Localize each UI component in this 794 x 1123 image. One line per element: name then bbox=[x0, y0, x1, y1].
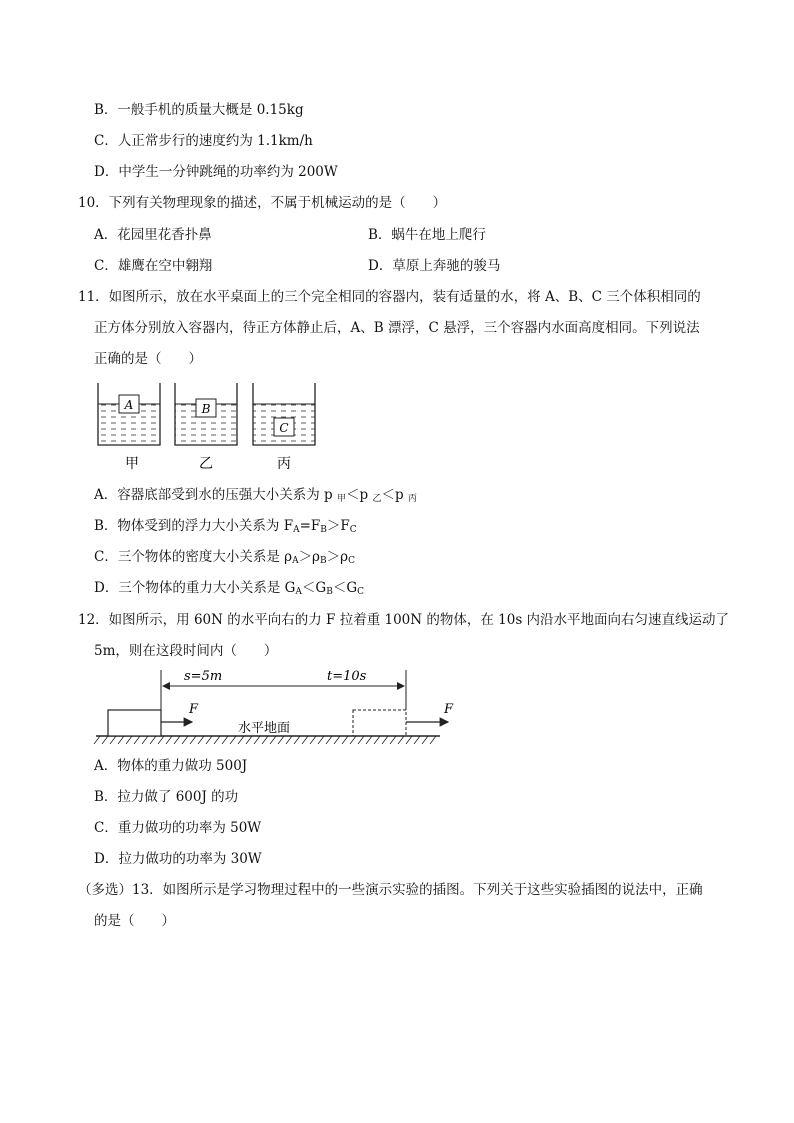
block-start bbox=[108, 710, 161, 736]
q11-option-a: A．容器底部受到水的压强大小关系为 p $_甲$＜p $_乙$＜p $_丙$ bbox=[94, 487, 417, 504]
block-a-label: A bbox=[124, 398, 134, 412]
block-end bbox=[353, 710, 406, 736]
container-jia bbox=[98, 383, 160, 472]
container-bing bbox=[253, 383, 315, 472]
ground-label: 水平地面 bbox=[238, 721, 291, 736]
q11-option-c: C．三个物体的密度大小关系是 $\rho_A>\rho_B>\rho_C$ bbox=[94, 549, 355, 566]
q11-stem-line-3: 正确的是（ ） bbox=[94, 351, 202, 367]
q11-option-d: D．三个物体的重力大小关系是 $G_A<G_B<G_C$ bbox=[94, 580, 365, 597]
q12-stem-line-2: 5m，则在这段时间内（ ） bbox=[94, 643, 278, 659]
q12-option-d: D．拉力做功的功率为 30W bbox=[94, 851, 262, 867]
q12-motion-figure bbox=[92, 666, 462, 748]
q11-option-b: B．物体受到的浮力大小关系为 $F_A=F_B>F_C$ bbox=[94, 518, 357, 535]
force-label-end: F bbox=[444, 702, 454, 717]
q11-stem-line-2: 正方体分别放入容器内，待正方体静止后，A、B 漂浮，C 悬浮，三个容器内水面高度相同。下列说法 bbox=[94, 320, 700, 336]
caption-bing: 丙 bbox=[277, 456, 291, 472]
q10-stem: 10．下列有关物理现象的描述，不属于机械运动的是（ ） bbox=[78, 195, 447, 211]
ground-hatch bbox=[94, 736, 436, 744]
time-label: t=10s bbox=[327, 669, 367, 684]
q9-option-d: D．中学生一分钟跳绳的功率约为 200W bbox=[94, 164, 338, 180]
q13-stem-line-2: 的是（ ） bbox=[94, 913, 175, 929]
q12-option-c: C．重力做功的功率为 50W bbox=[94, 820, 262, 836]
block-b-label: B bbox=[201, 402, 211, 416]
q10-option-d: D．草原上奔驰的骏马 bbox=[368, 258, 501, 274]
q10-option-a: A．花园里花香扑鼻 bbox=[94, 227, 212, 243]
caption-yi: 乙 bbox=[199, 456, 213, 472]
caption-jia: 甲 bbox=[125, 456, 139, 472]
container-yi bbox=[175, 383, 237, 472]
q13-stem-line-1: （多选）13．如图所示是学习物理过程中的一些演示实验的插图。下列关于这些实验插图的说法中，正确 bbox=[78, 882, 703, 898]
q12-option-a: A．物体的重力做功 500J bbox=[94, 758, 248, 774]
q12-stem-line-1: 12．如图所示，用 60N 的水平向右的力 F 拉着重 100N 的物体，在 10s 内沿水平地面向右匀速直线运动了 bbox=[78, 612, 730, 628]
distance-label: s=5m bbox=[184, 669, 223, 684]
q10-option-c: C．雄鹰在空中翱翔 bbox=[94, 258, 213, 274]
q10-option-b: B．蜗牛在地上爬行 bbox=[368, 227, 486, 243]
q9-option-b: B．一般手机的质量大概是 0.15kg bbox=[94, 102, 304, 118]
q11-containers-figure bbox=[90, 378, 330, 478]
q11-stem-line-1: 11．如图所示，放在水平桌面上的三个完全相同的容器内，装有适量的水，将 A、B、C 三个体积相同的 bbox=[78, 289, 701, 305]
force-label-start: F bbox=[189, 702, 199, 717]
q12-option-b: B．拉力做了 600J 的功 bbox=[94, 789, 239, 805]
q9-option-c: C．人正常步行的速度约为 1.1km/h bbox=[94, 133, 313, 149]
block-c-label: C bbox=[279, 421, 289, 435]
